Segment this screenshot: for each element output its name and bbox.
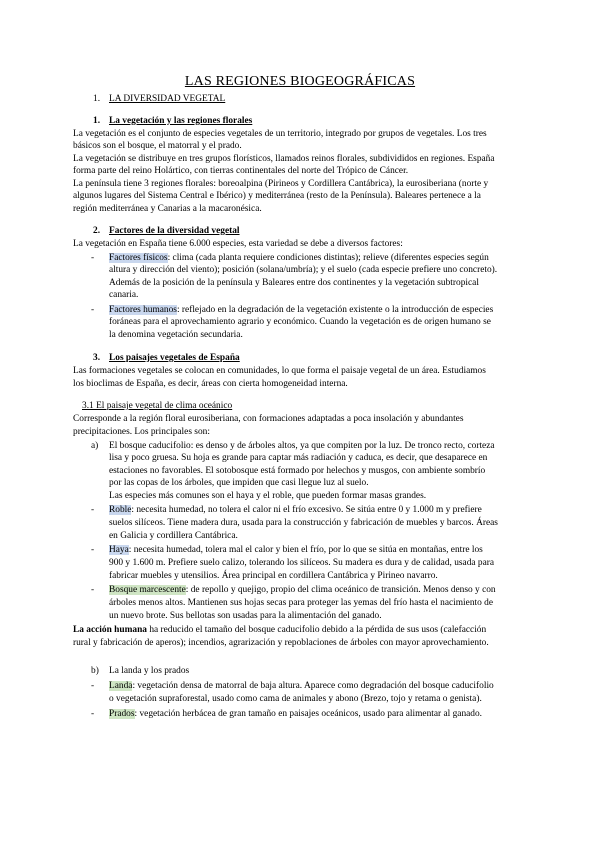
- paragraph-line: La vegetación se distribuye en tres grupos florísticos, llamados reinos florales, subdivididos en regiones. España: [73, 154, 495, 164]
- haya-label: Haya: [109, 545, 129, 555]
- paragraph-line: fabricar muebles y utensilios. Área principal en cordillera Cantábrica y Pirineo navarro.: [109, 571, 438, 581]
- landa-prados-heading: La landa y los prados: [109, 666, 190, 676]
- paragraph-line: forma parte del reino Holártico, con tierras continentales del norte del Trópico de Cáncer.: [73, 166, 409, 176]
- paragraph-line: canaria.: [109, 290, 139, 300]
- subsection-1-number: 1.: [93, 116, 101, 126]
- paragraph-line: Las formaciones vegetales se colocan en comunidades, lo que forma el paisaje vegetal de un área. Estudiamos: [73, 366, 486, 376]
- dash-bullet: -: [91, 585, 95, 595]
- subsection-2-heading: Factores de la diversidad vegetal: [109, 226, 240, 236]
- dash-bullet: -: [91, 505, 95, 515]
- factores-humanos-item: Factores humanos: reflejado en la degradación de la vegetación existente o la introducción de especies: [109, 305, 494, 315]
- prados-label: Prados: [109, 709, 135, 719]
- paragraph-line: La vegetación en España tiene 6.000 especies, esta variedad se debe a diversos factores:: [73, 239, 403, 249]
- paragraph-line: por las copas de los árboles, que impiden que casi llegue luz al suelo.: [109, 478, 369, 488]
- haya-item: Haya: necesita humedad, tolera mal el calor y bien el frío, por lo que se sitúa en montañas, entre los: [109, 545, 483, 555]
- prados-item: Prados: vegetación herbácea de gran tamaño en paisajes oceánicos, usado para alimentar al ganado.: [109, 709, 483, 719]
- paragraph-line: la denomina vegetación secundaria.: [109, 330, 243, 340]
- accion-humana-paragraph: La acción humana ha reducido el tamaño del bosque caducifolio debido a la pérdida de sus usos (calefacción: [73, 625, 487, 635]
- page-title: LAS REGIONES BIOGEOGRÁFICAS: [184, 74, 416, 89]
- paragraph-line: lisa y poco gruesa. Su hoja es grande para captar más radiación y caduca, es decir, que desaparece en: [109, 453, 488, 463]
- paragraph-line: La península tiene 3 regiones florales: boreoalpina (Pirineos y Cordillera Cantábrica), la eurosiberiana (norte y: [73, 179, 489, 189]
- paragraph-line: suelos silíceos. Tiene madera dura, usada para la construcción y fabricación de muebles y barcos. Áreas: [109, 518, 498, 528]
- paragraph-line: o vegetación supraforestal, usado como cama de animales y abono (Brezo, tojo y retama o genista).: [109, 694, 482, 704]
- paragraph-line: foráneas para el aprovechamiento agrario y económico. Cuando la vegetación es de origen humano se: [109, 317, 491, 327]
- dash-bullet: -: [91, 681, 95, 691]
- section-1-heading: LA DIVERSIDAD VEGETAL: [109, 94, 226, 104]
- landa-item: Landa: vegetación densa de matorral de baja altura. Aparece como degradación del bosque caducifolio: [109, 681, 494, 691]
- paragraph-line: los bioclimas de España, es decir, áreas con cierta homogeneidad interna.: [73, 379, 348, 389]
- landa-label: Landa: [109, 681, 133, 691]
- paragraph-line: precipitaciones. Los principales son:: [73, 427, 210, 437]
- bosque-marcescente-label: Bosque marcescente: [109, 585, 186, 595]
- paragraph-line: un nuevo brote. Sus bellotas son usadas para la alimentación del ganado.: [109, 611, 382, 621]
- subsection-3-heading: Los paisajes vegetales de España: [109, 353, 240, 363]
- paragraph-line: algunos lugares del Sistema Central e Ibérico) y mediterránea (resto de la Península). Baleares pertenece a la: [73, 191, 481, 201]
- dash-bullet: -: [91, 545, 95, 555]
- paragraph-line: árboles menos altos. Mantienen sus hojas secas para proteger las yemas del frío hasta el nacimiento de: [109, 598, 493, 608]
- paragraph-line: El bosque caducifolio: es denso y de árboles altos, ya que compiten por la luz. De tronco recto, corteza: [109, 441, 495, 451]
- paragraph-line: Además de la posición de la península y Baleares entre dos continentes y la vegetación subtropical: [109, 278, 479, 288]
- list-marker-a: a): [91, 441, 99, 451]
- paragraph-line: en Galicia y cordillera Cantábrica.: [109, 531, 238, 541]
- dash-bullet: -: [91, 709, 95, 719]
- paragraph-line: Las especies más comunes son el haya y el roble, que pueden formar masas grandes.: [109, 491, 427, 501]
- section-1-number: 1.: [93, 94, 101, 104]
- paragraph-line: región mediterránea y Canarias a la macaronésica.: [73, 204, 262, 214]
- paragraph-line: básicos son el bosque, el matorral y el prado.: [73, 141, 242, 151]
- subsection-3-1-heading: 3.1 El paisaje vegetal de clima oceánico: [82, 401, 233, 411]
- bosque-marcescente-item: Bosque marcescente: de repollo y quejigo, propio del clima oceánico de transición. Menos denso y con: [109, 585, 496, 595]
- paragraph-line: 900 y 1.600 m. Prefiere suelo calizo, tolerando los silíceos. Su madera es dura y de calidad, usada para: [109, 558, 495, 568]
- dash-bullet: -: [91, 253, 95, 263]
- paragraph-line: rural y fabricación de aperos); incendios, agrarización y repoblaciones de árboles con mayor aprovechamiento.: [73, 638, 489, 648]
- paragraph-line: altura y dirección del viento); posición (solana/umbría); y el suelo (cada especie prefiere uno concreto).: [109, 265, 498, 275]
- roble-label: Roble: [109, 505, 132, 515]
- dash-bullet: -: [91, 305, 95, 315]
- list-marker-b: b): [91, 666, 99, 676]
- factores-humanos-label: Factores humanos: [109, 305, 177, 315]
- paragraph-line: estaciones no favorables. El sotobosque está formado por helechos y musgos, con ambiente sombrío: [109, 466, 486, 476]
- factores-fisicos-item: Factores físicos: clima (cada planta requiere condiciones distintas); relieve (diferentes especies según: [109, 253, 489, 263]
- subsection-2-number: 2.: [93, 226, 101, 236]
- subsection-1-heading: La vegetación y las regiones florales: [109, 116, 253, 126]
- roble-item: Roble: necesita humedad, no tolera el calor ni el frío excesivo. Se sitúa entre 0 y 1.000 m y prefiere: [109, 505, 482, 515]
- paragraph-line: La vegetación es el conjunto de especies vegetales de un territorio, integrado por grupos de vegetales. Los tres: [73, 129, 487, 139]
- accion-humana-label: La acción humana: [73, 625, 147, 635]
- paragraph-line: Corresponde a la región floral eurosiberiana, con formaciones adaptadas a poca insolación y abundantes: [73, 414, 464, 424]
- factores-fisicos-label: Factores físicos: [109, 253, 168, 263]
- subsection-3-number: 3.: [93, 353, 101, 363]
